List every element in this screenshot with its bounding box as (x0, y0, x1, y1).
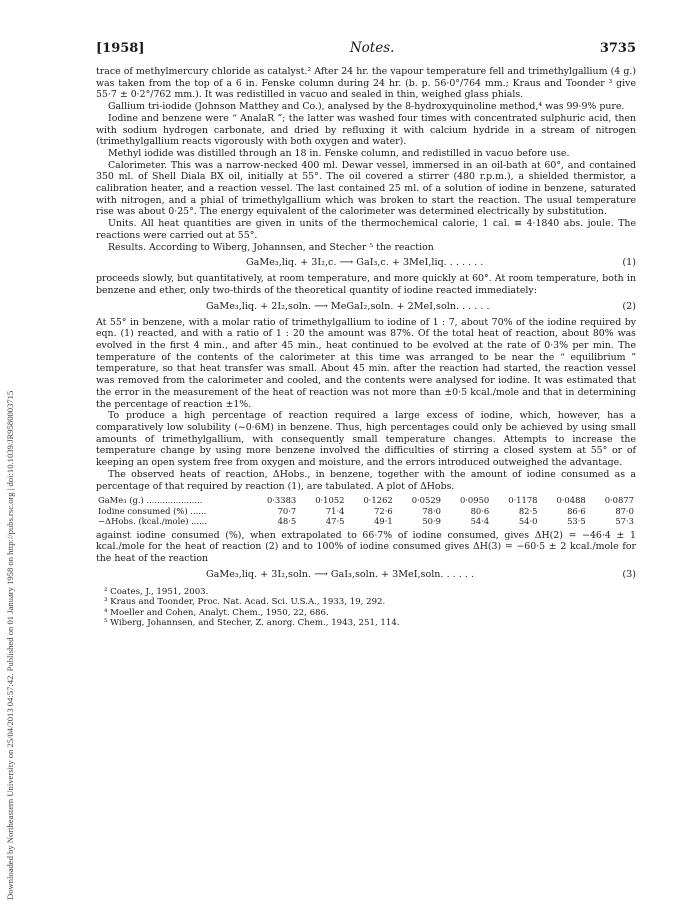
footnote: ³ Kraus and Toonder, Proc. Nat. Acad. Sci. U.S.A., 1933, 19, 292. (104, 597, 386, 608)
table-cell: 0·3383 (266, 495, 297, 506)
table-cell: 0·0529 (411, 495, 441, 506)
equation-3 (206, 569, 636, 581)
equation-2 (206, 301, 636, 313)
header-page-number: 3735 (599, 41, 636, 56)
paragraph: trace of methylmercury chloride as catalyst.² After 24 hr. the vapour temperature fell and trimethylgallium (4 g.) was taken from the top of a 6 in. Fenske column during 24 hr. (b. p. 56·0°/764 mm.; Kraus and Toonder ³ give 55·7 ± 0·2°/762 mm.). It was redistilled in vacuo and sealed in thin, weighed glass phials. (96, 66, 636, 101)
paragraph: At 55° in benzene, with a molar ratio of trimethylgallium to iodine of 1 : 7, about 70% of the iodine required by eqn. (1) reacted, and with a ratio of 1 : 20 the amount was 87%. Of the total heat of reaction, about 80% was evolved in the first 4 min., and after 45 min., heat continued to be evolved at the rate of 0·3% per min. The temperature of the contents of the calorimeter at this time was arranged to be near the “ equilibrium ” temperature, so that heat transfer was small. About 45 min. after the reaction had started, the reaction vessel was removed from the calorimeter and cooled, and the contents were analysed for iodine. It was estimated that the error in the measurement of the heat of reaction was not more than ±0·5 kcal./mole and that in determining the percentage of reaction ±1%. (96, 316, 636, 410)
equation-number: (3) (622, 568, 636, 580)
equation-text: GaMe₃,liq. + 2I₂,soln. ⟶ MeGaI₂,soln. + 2MeI,soln. . . . . . (206, 300, 490, 312)
row-label: −ΔHobs. (kcal./mole) ...... (98, 516, 208, 527)
paragraph: To produce a high percentage of reaction required a large excess of iodine, which, however, has a comparatively low solubility (~0·6M) in benzene. Thus, high percentages could only be achieved by using small amounts of trimethylgallium, with consequently small temperature changes. Attempts to increase the temperature change by using more benzene involved the difficulties of stirring a closed system at 55° or of keeping an open system free from oxygen and moisture, and the errors introduced outweighed the advantage. (96, 410, 636, 469)
table-cell: 82·5 (518, 505, 538, 516)
equation-1 (246, 257, 636, 269)
paragraph: The observed heats of reaction, ΔHobs., in benzene, together with the amount of iodine consumed as a percentage of that required by reaction (1), are tabulated. A plot of ΔHobs. (96, 468, 636, 492)
table-cell: 78·0 (422, 505, 441, 516)
table-row (96, 516, 636, 527)
row-label: Iodine consumed (%) ...... (98, 505, 207, 516)
table-cell: 48·5 (277, 516, 297, 527)
footnote: ² Coates, J., 1951, 2003. (104, 586, 209, 597)
equation-number: (2) (622, 300, 636, 312)
table-cell: 57·3 (615, 516, 634, 527)
table-cell: 54·0 (518, 516, 538, 527)
paragraph: proceeds slowly, but quantitatively, at room temperature, and more quickly at 60°. At room temperature, both in benzene and ether, only two-thirds of the theoretical quantity of iodine reacted immediately: (96, 273, 636, 296)
table-cell: 0·0877 (604, 495, 634, 506)
download-notice: Downloaded by Northeastern University on 25/04/2013 04:57:42. Published on 01 January 1958 on http://pubs.rsc.org | doi:10.1039/JR9580003715 (5, 390, 15, 900)
table-cell: 71·4 (325, 505, 345, 516)
footnotes (96, 587, 636, 629)
paragraph: Methyl iodide was distilled through an 18 in. Fenske column, and redistilled in vacuo before use. (108, 147, 570, 159)
page-header (96, 40, 636, 56)
table-cell: 47·5 (325, 516, 345, 527)
table-cell: 0·1262 (363, 495, 393, 506)
header-title: Notes. (349, 40, 395, 56)
paragraph-calorimeter: Calorimeter. This was a narrow-necked 400 ml. Dewar vessel, immersed in an oil-bath at 60°, and contained 350 ml. of Shell Diala BX oil, initially at 55°. The oil covered a stirrer (480 r.p.m.), a shielded thermistor, a calibration heater, and a reaction vessel. The last contained 25 ml. of a solution of iodine in benzene, saturated with nitrogen, and a phial of trimethylgallium which was broken to start the reaction. The usual temperature rise was about 0·25°. The energy equivalent of the calorimeter was determined electrically by substitution. (96, 159, 636, 218)
table-cell: 54·4 (470, 516, 490, 527)
paragraph-results: Results. According to Wiberg, Johannsen, and Stecher ⁵ the reaction (108, 241, 434, 253)
paragraph-units: Units. All heat quantities are given in units of the thermochemical calorie, 1 cal. ≡ 4·1840 abs. joule. The reactions were carried out at 55°. (96, 218, 636, 241)
footnote: ⁴ Moeller and Cohen, Analyt. Chem., 1950, 22, 686. (104, 607, 329, 618)
table-row (96, 506, 636, 517)
equation-number: (1) (622, 257, 636, 269)
table-cell: 50·9 (422, 516, 441, 527)
table-cell: 0·1052 (315, 495, 345, 506)
table-cell: 0·0488 (556, 495, 586, 506)
data-table (96, 495, 636, 527)
table-cell: 87·0 (615, 505, 634, 516)
table-cell: 86·6 (567, 505, 586, 516)
table-cell: 72·6 (374, 505, 393, 516)
table-cell: 53·5 (567, 516, 586, 527)
table-cell: 0·1178 (508, 495, 538, 506)
table-cell: 49·1 (374, 516, 393, 527)
table-cell: 0·0950 (459, 495, 490, 506)
table-cell: 80·6 (470, 505, 490, 516)
paragraph: Gallium tri-iodide (Johnson Matthey and Co.), analysed by the 8-hydroxyquinoline method,⁴ was 99·9% pure. (108, 101, 625, 113)
equation-text: GaMe₃,liq. + 3I₂,c. ⟶ GaI₃,c. + 3MeI,liq. . . . . . . (246, 257, 484, 269)
paragraph: against iodine consumed (%), when extrapolated to 66·7% of iodine consumed, gives ΔH(2) = −46·4 ± 1 kcal./mole for the heat of reaction (2) and to 100% of iodine consumed gives ΔH(3) = −60·5 ± 2 kcal./mole for the heat of the reaction (96, 529, 636, 565)
footnote: ⁵ Wiberg, Johannsen, and Stecher, Z. anorg. Chem., 1943, 251, 114. (104, 618, 400, 629)
table-row (96, 495, 636, 506)
row-label: GaMe₃ (g.) ..................... (98, 495, 203, 506)
header-year: [1958] (96, 41, 145, 56)
equation-text: GaMe₃,liq. + 3I₂,soln. ⟶ GaI₃,soln. + 3MeI,soln. . . . . . (206, 568, 475, 580)
journal-page (96, 40, 636, 628)
paragraph: Iodine and benzene were “ AnalaR ”; the latter was washed four times with concentrated sulphuric acid, then with sodium hydrogen carbonate, and dried by refluxing it with calcium hydride in a stream of nitrogen (trimethylgallium reacts vigorously with both oxygen and water). (96, 112, 636, 148)
table-cell: 70·7 (277, 505, 297, 516)
